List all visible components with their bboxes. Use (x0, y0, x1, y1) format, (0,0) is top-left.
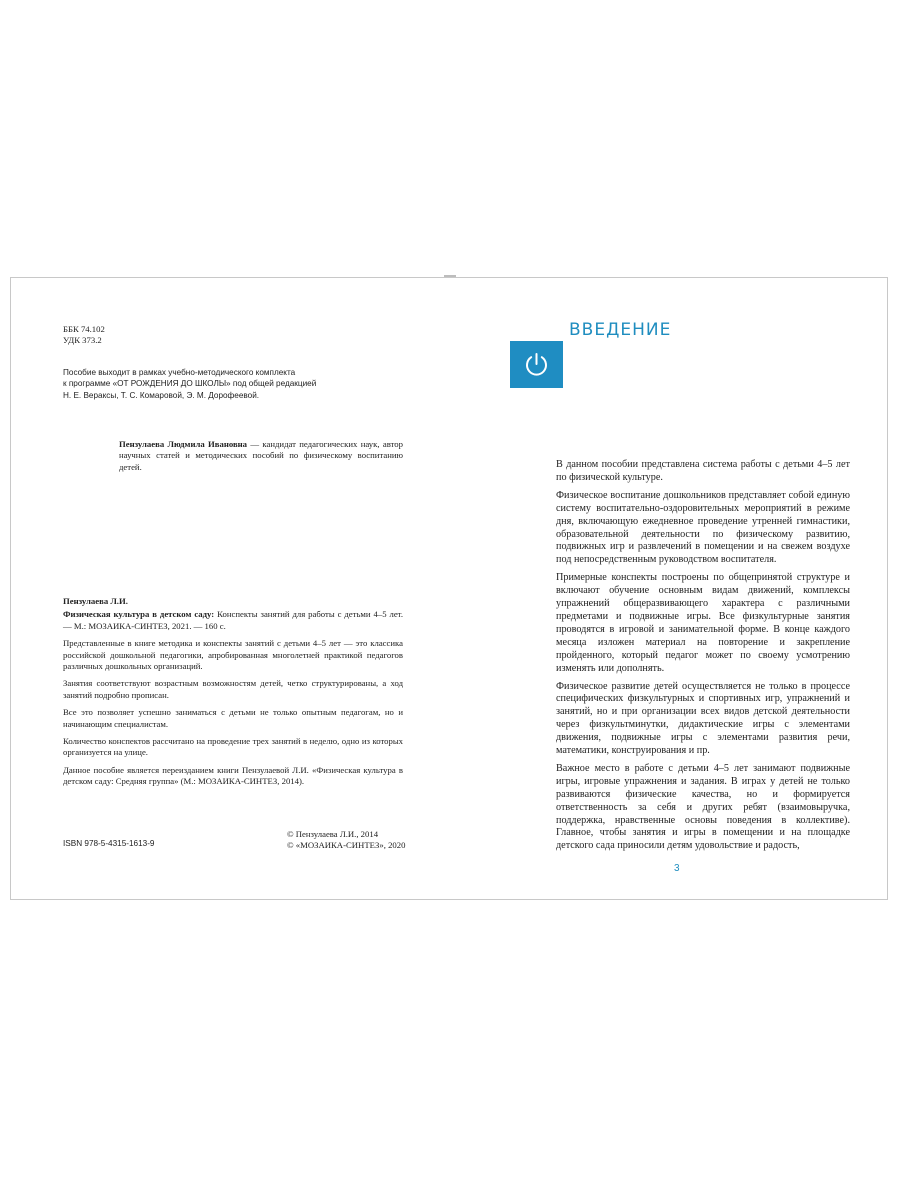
body-paragraph: Примерные конспекты построены по общепринятой структуре и включают обучение основным видам движений, комплексы упражнений общеразвивающего характера с различными предметами и подвижные игры. Все физкультурные занятия проводятся в игровой и занимательной форме. В конце каждого месяца изложен материал на повторение и закрепление пройденного, который педагог может по своему усмотрению изменять или дополнять. (556, 572, 850, 674)
introduction-text (556, 459, 850, 858)
biblio-title: Физическая культура в детском саду: (63, 609, 215, 620)
book-spread (10, 277, 888, 900)
page-number: 3 (674, 863, 680, 874)
bbk-code: ББК 74.102 (63, 324, 105, 334)
copyright-author: © Пензулаева Л.И., 2014 (287, 829, 379, 839)
body-paragraph: Физическое развитие детей осуществляется не только в процессе специфических физкультурных и спортивных игр, упражнений и занятий, но и при организации всех видов детской деятельности через физкультминутки, дидактические игры с элементами движения, подвижные игры с элементами развития речи, математики, конструирования и пр. (556, 680, 850, 757)
isbn: ISBN 978-5-4315-1613-9 (63, 839, 155, 848)
chapter-heading: ВВЕДЕНИЕ (569, 320, 672, 340)
author-note (119, 439, 403, 473)
copyright-block (287, 829, 405, 852)
classification-block (63, 324, 105, 347)
body-paragraph: Важное место в работе с детьми 4–5 лет занимают подвижные игры, игровые упражнения и задания. В играх у детей не только развиваются физические качества, но и формируется ответственность за себя и других ребят (взаимовыручка, поддержка, нравственные основы поведения в коллективе). Главное, чтобы занятия и игры в помещении и на площадке детского сада приносили детям удовольствие и радость, (556, 762, 850, 852)
copyright-publisher: © «МОЗАИКА-СИНТЕЗ», 2020 (287, 840, 406, 851)
chapter-icon-box (510, 341, 563, 388)
body-paragraph: В данном пособии представлена система работы с детьми 4–5 лет по физической культуре. (556, 459, 850, 483)
bibliographic-block (63, 596, 403, 794)
power-icon (523, 351, 550, 378)
right-page (450, 278, 889, 899)
annotation-paragraph: Занятия соответствуют возрастным возможностям детей, четко структурированы, а ход занятий подробно прописан. (63, 678, 403, 700)
biblio-entry (63, 609, 403, 632)
biblio-author: Пензулаева Л.И. (63, 596, 128, 606)
annotation-paragraph: Данное пособие является переизданием книги Пензулаевой Л.И. «Физическая культура в детском саду: Средняя группа» (М.: МОЗАИКА-СИНТЕЗ, 2014). (63, 764, 403, 787)
series-note-line: Н. Е. Вераксы, Т. С. Комаровой, Э. М. Дорофеевой. (63, 390, 260, 400)
udk-code: УДК 373.2 (63, 335, 102, 346)
author-full-name: Пензулаева Людмила Ивановна (119, 439, 247, 449)
annotation-paragraph: Все это позволяет успешно заниматься с детьми не только опытным педагогам, но и начинающим специалистам. (63, 707, 403, 729)
series-note (63, 367, 423, 401)
biblio-details: Конспекты занятий для работы с детьми 4–5 лет. — М.: МОЗАИКА-СИНТЕЗ, 2021. — 160 с. (63, 609, 403, 631)
author-description: — кандидат педагогических наук, автор научных статей и методических пособий по физическому воспитанию детей. (119, 439, 403, 472)
annotation-paragraph: Представленные в книге методика и конспекты занятий с детьми 4–5 лет — это классика российской дошкольной педагогики, апробированная многолетней практикой педагогов различных дошкольных организаций. (63, 638, 403, 672)
series-note-line: к программе «ОТ РОЖДЕНИЯ ДО ШКОЛЫ» под общей редакцией (63, 379, 317, 389)
annotation-paragraph: Количество конспектов рассчитано на проведение трех занятий в неделю, одно из которых организуется на улице. (63, 736, 403, 758)
body-paragraph: Физическое воспитание дошкольников представляет собой единую систему воспитательно-оздоровительных мероприятий в режиме дня, включающую ежедневное проведение утренней гимнастики, образовательной деятельности по физическому развитию, подвижных игр и развлечений в помещении и на свежем воздухе под непосредственным руководством воспитателя. (556, 489, 850, 566)
left-page (11, 278, 450, 899)
series-note-line: Пособие выходит в рамках учебно-методического комплекта (63, 368, 296, 377)
